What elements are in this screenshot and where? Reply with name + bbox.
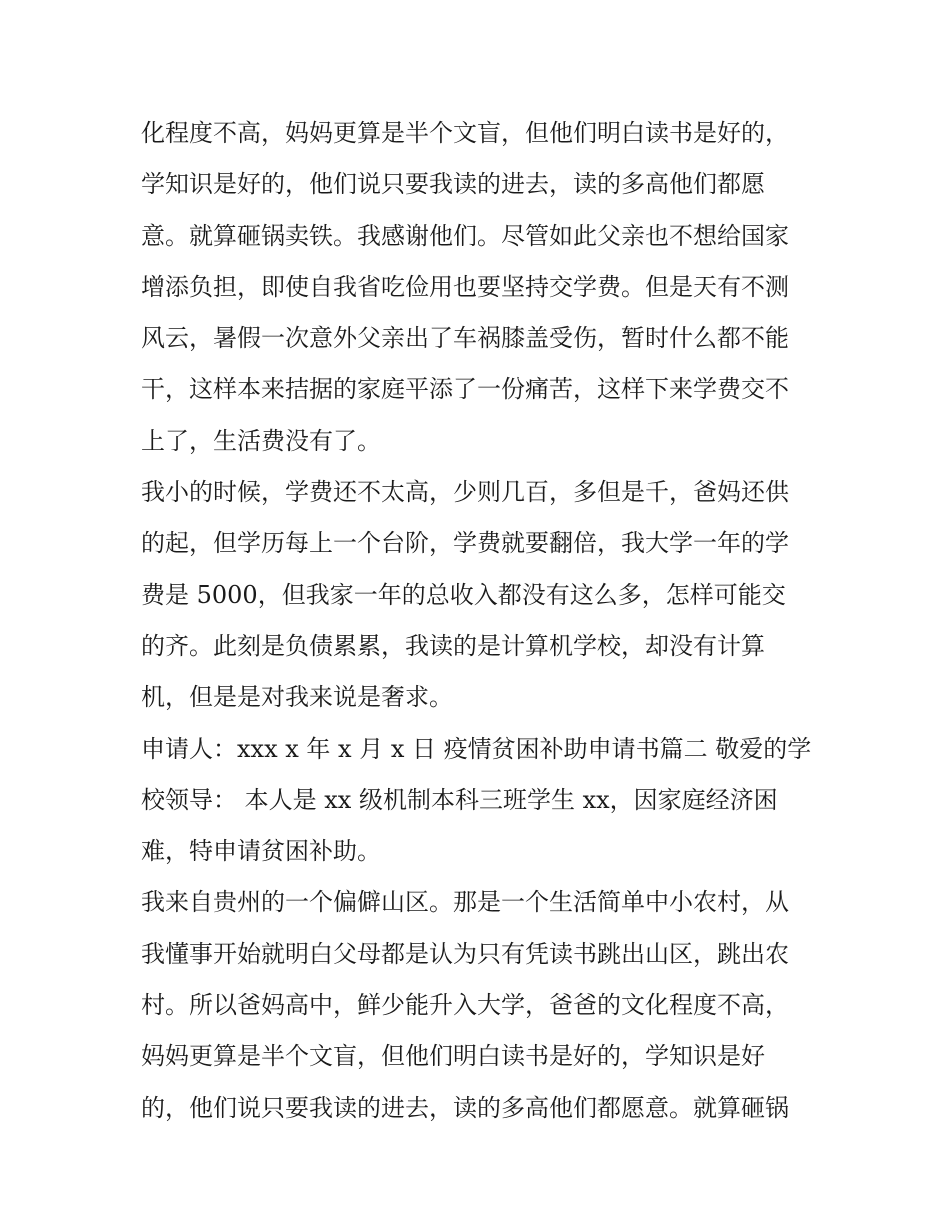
text-line: 意。就算砸锅卖铁。我感谢他们。尽管如此父亲也不想给国家 (141, 221, 789, 250)
text-line: 上了，生活费没有了。 (141, 426, 381, 455)
text-line: 机，但是是对我来说是奢求。 (141, 683, 453, 712)
text-line: 校领导： 本人是 xx 级机制本科三班学生 xx，因家庭经济困 (141, 785, 778, 814)
text-line: 的起，但学历每上一个台阶，学费就要翻倍，我大学一年的学 (141, 529, 789, 558)
text-line: 风云，暑假一次意外父亲出了车祸膝盖受伤，暂时什么都不能 (141, 324, 789, 353)
text-line: 干，这样本来拮据的家庭平添了一份痛苦，这样下来学费交不 (141, 375, 789, 404)
text-line: 的，他们说只要我读的进去，读的多高他们都愿意。就算砸锅 (141, 1093, 789, 1122)
text-line: 学知识是好的，他们说只要我读的进去，读的多高他们都愿 (141, 170, 765, 199)
text-line: 我小的时候，学费还不太高，少则几百，多但是千，爸妈还供 (141, 478, 789, 507)
text-line: 村。所以爸妈高中，鲜少能升入大学，爸爸的文化程度不高， (141, 991, 789, 1020)
text-line: 妈妈更算是半个文盲，但他们明白读书是好的，学知识是好 (141, 1042, 765, 1071)
text-line: 我懂事开始就明白父母都是认为只有凭读书跳出山区，跳出农 (141, 939, 789, 968)
text-line: 我来自贵州的一个偏僻山区。那是一个生活简单中小农村，从 (141, 888, 789, 917)
text-line: 的齐。此刻是负债累累，我读的是计算机学校，却没有计算 (141, 631, 765, 660)
text-line: 费是 5000，但我家一年的总收入都没有这么多，怎样可能交 (141, 580, 786, 609)
text-line: 申请人：xxx x 年 x 月 x 日 疫情贫困补助申请书篇二 敬爱的学 (141, 734, 812, 763)
text-line: 增添负担，即使自我省吃俭用也要坚持交学费。但是天有不测 (141, 272, 789, 301)
text-line: 化程度不高，妈妈更算是半个文盲，但他们明白读书是好的， (141, 119, 789, 147)
document-body (141, 108, 821, 1134)
text-line: 难，特申请贫困补助。 (141, 837, 381, 866)
